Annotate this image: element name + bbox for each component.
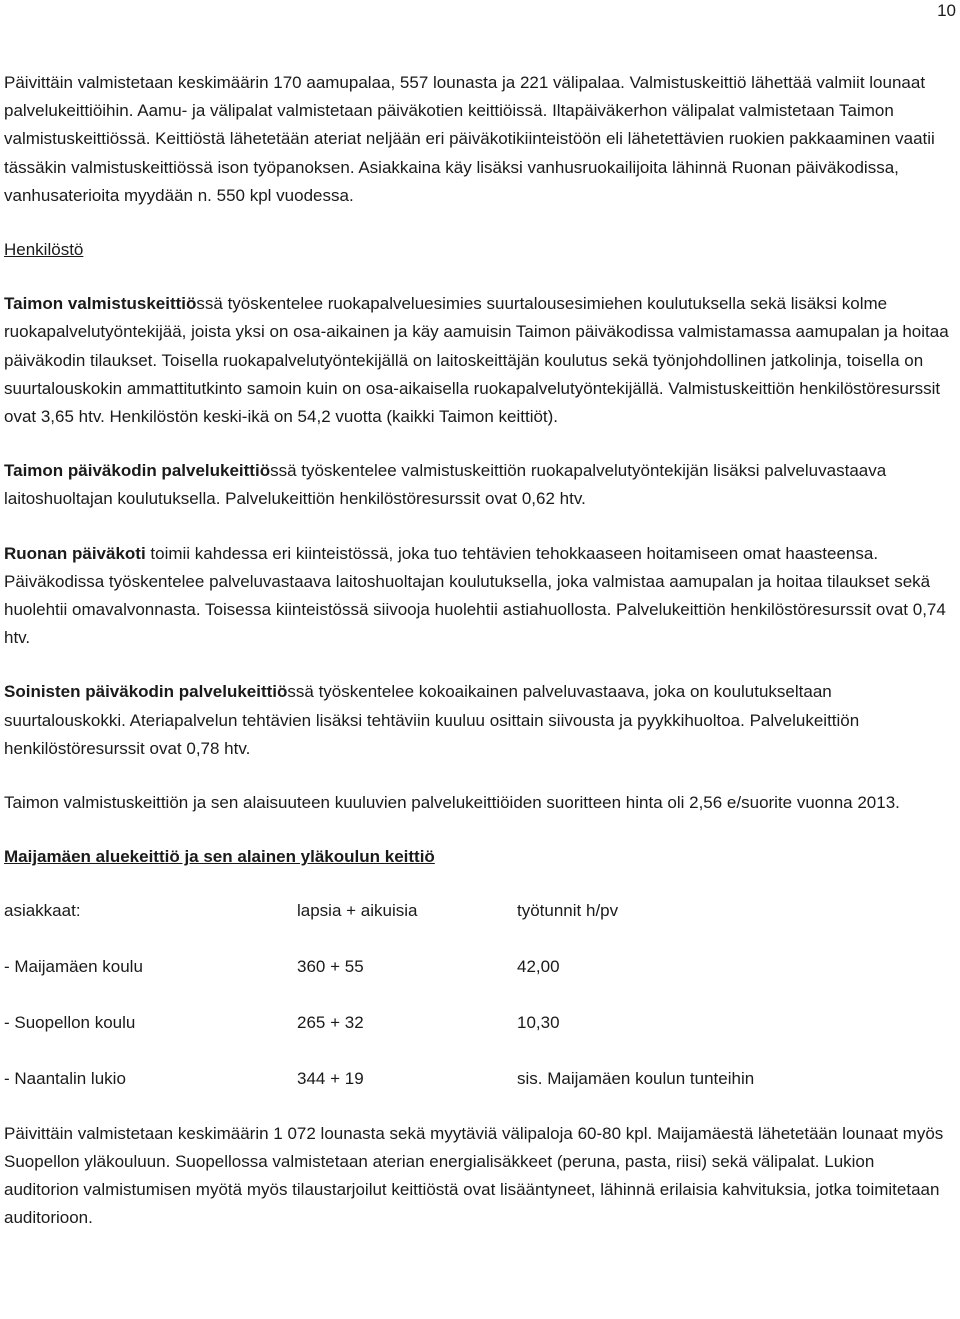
table-header-row — [4, 897, 952, 925]
heading-maijamaki — [4, 843, 952, 871]
paragraph-meals: Päivittäin valmistetaan keskimäärin 170 aamupalaa, 557 lounasta ja 221 välipalaa. Valmistuskeittiö lähettää valmiit lounaat palvelukeittiöihin. Aamu- ja välipalat valmistetaan päiväkotien keittiöissä. Iltapäiväkerhon välipalat valmistetaan Taimon valmistuskeittiössä. Keittiöstä lähetetään ateriat neljään eri päiväkotikiinteistöön eli lähetettävien ruokien pakkaaminen vaatii tässäkin valmistuskeittiössä ison työpanoksen. Asiakkaina käy lisäksi vanhusruokailijoita lähinnä Ruonan päiväkodissa, vanhusaterioita myydään n. 550 kpl vuodessa. — [4, 73, 935, 205]
paragraph-soinisten — [4, 678, 952, 763]
bold-lead: Ruonan päiväkoti — [4, 543, 146, 563]
header-cell: lapsia + aikuisia — [297, 901, 418, 921]
bold-lead: Taimon päiväkodin palvelukeittiö — [4, 461, 271, 481]
table-row — [4, 953, 952, 981]
table-cell: 42,00 — [517, 957, 560, 977]
customer-table — [4, 897, 952, 1093]
paragraph-taimon-valmistuskeittio — [4, 290, 952, 431]
paragraph-cost: Taimon valmistuskeittiön ja sen alaisuuteen kuuluvien palvelukeittiöiden suoritteen hinta oli 2,56 e/suorite vuonna 2013. — [4, 793, 900, 813]
table-cell: 344 + 19 — [297, 1069, 364, 1089]
paragraph-text: ssä työskentelee valmistuskeittiön ruokapalvelutyöntekijän lisäksi palveluvastaava laitoshuoltajan koulutuksella. Palvelukeittiön henkilöstöresurssit ovat 0,62 htv. — [4, 461, 887, 509]
header-cell: asiakkaat: — [4, 901, 81, 921]
paragraph-maijamaki-meals: Päivittäin valmistetaan keskimäärin 1 072 lounasta sekä myytäviä välipaloja 60-80 kpl. Maijamäestä lähetetään lounaat myös Suopellon yläkouluun. Suopellossa valmistetaan aterian energialisäkkeet (peruna, pasta, riisi) sekä välipalat. Lukion auditorion valmistumisen myötä myös tilaustarjoilut keittiöstä ovat lisääntyneet, lähinnä erilaisia kahvituksia, jotka toimitetaan auditorioon. — [4, 1123, 944, 1228]
table-cell: sis. Maijamäen koulun tunteihin — [517, 1069, 755, 1089]
heading-text: Maijamäen aluekeittiö ja sen alainen yläkoulun keittiö — [4, 847, 435, 867]
bold-lead: Soinisten päiväkodin palvelukeittiö — [4, 682, 288, 702]
table-cell: - Suopellon koulu — [4, 1013, 136, 1033]
page-number: 10 — [937, 1, 956, 20]
table-cell: 10,30 — [517, 1013, 560, 1033]
table-cell: - Naantalin lukio — [4, 1069, 126, 1089]
paragraph-ruonan — [4, 540, 952, 653]
table-cell: 360 + 55 — [297, 957, 364, 977]
paragraph-text: ssä työskentelee ruokapalveluesimies suurtalousesimiehen koulutuksella sekä lisäksi kolme ruokapalvelutyöntekijää, joista yksi on osa-aikainen ja käy aamuisin Taimon päiväkodissa valmistamassa aamupalan ja hoitaa päiväkodin tilaukset. Toisella ruokapalvelutyöntekijällä on laitoskeittäjän koulutus sekä työnjohdollinen jatkolinja, toisella on suurtalouskokin ammattitutkinto samoin kuin on osa-aikaisella ruokapalvelutyöntekijällä. Valmistuskeittiön henkilöstöresurssit ovat 3,65 htv. Henkilöstön keski-ikä on 54,2 vuotta (kaikki Taimon keittiöt). — [4, 294, 949, 427]
paragraph-text: toimii kahdessa eri kiinteistössä, joka tuo tehtävien tehokkaaseen hoitamiseen omat haasteensa. Päiväkodissa työskentelee palveluvastaava laitoshuoltajan koulutuksella, joka valmistaa aamupalan ja hoitaa tilaukset sekä huolehtii omavalvonnasta. Toisessa kiinteistössä siivooja huolehtii astiahuollosta. Palvelukeittiön henkilöstöresurssit ovat 0,74 htv. — [4, 543, 946, 648]
paragraph-text: ssä työskentelee kokoaikainen palveluvastaava, joka on koulutukseltaan suurtalouskokki. Ateriapalvelun tehtävien lisäksi tehtäviin kuuluu osittain siivousta ja pyykkihuoltoa. Palvelukeittiön henkilöstöresurssit ovat 0,78 htv. — [4, 682, 860, 758]
heading-staff: Henkilöstö — [4, 240, 84, 260]
table-cell: 265 + 32 — [297, 1013, 364, 1033]
table-row — [4, 1065, 952, 1093]
table-row — [4, 1009, 952, 1037]
paragraph-taimon-paivakoti — [4, 457, 952, 513]
bold-lead: Taimon valmistuskeittiö — [4, 294, 197, 314]
document-body — [4, 69, 952, 1232]
header-cell: työtunnit h/pv — [517, 901, 619, 921]
table-cell: - Maijamäen koulu — [4, 957, 143, 977]
